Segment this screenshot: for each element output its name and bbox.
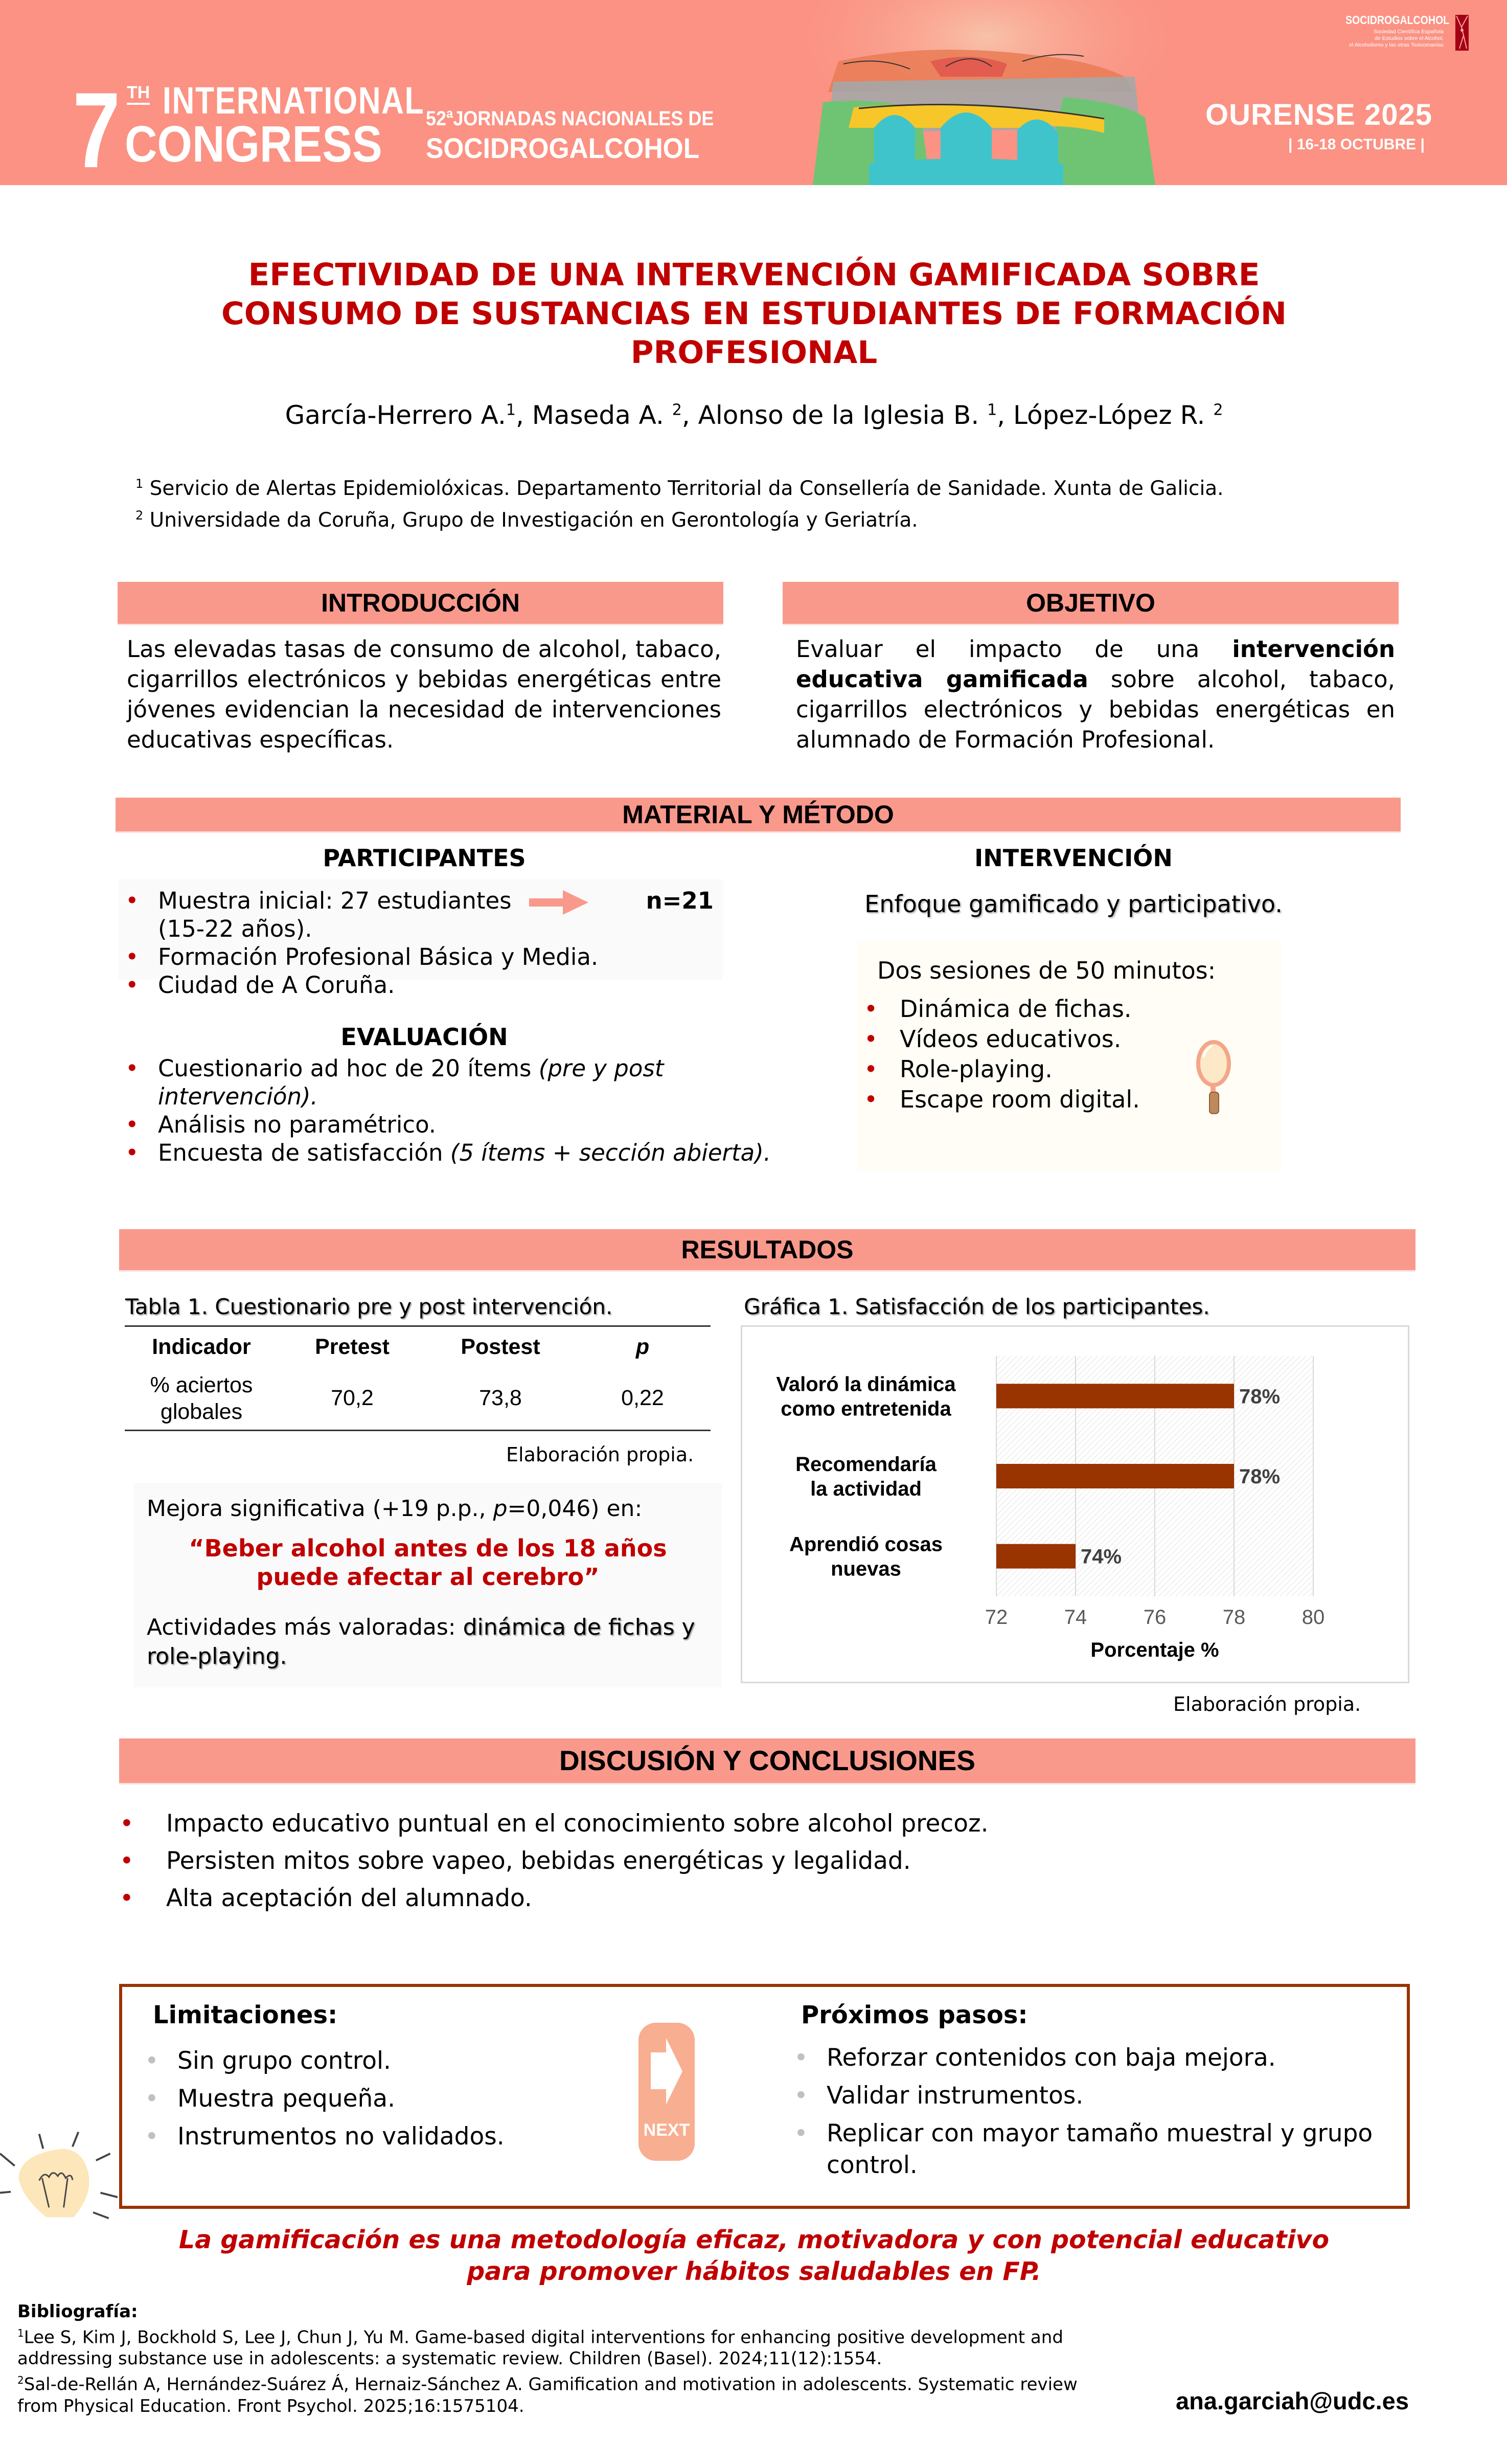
author-list: García-Herrero A.$^1$, Maseda A. $^2$, Alonso de la Iglesia B. $^1$, López-López R. $^2$ [285, 400, 1223, 430]
column-header: Indicador [152, 1334, 251, 1359]
chart-source: Elaboración propia. [1173, 1693, 1361, 1715]
list-item: • Replicar con mayor tamaño muestral y grupo control. [787, 2118, 1390, 2181]
conclusions-list [112, 1805, 1339, 1917]
data-label: 78% [1239, 1465, 1281, 1488]
bar [996, 1544, 1076, 1569]
author: Maseda A. [532, 400, 672, 430]
section-header-objetivo: OBJETIVO [783, 582, 1399, 624]
lightbulb-icon [0, 2122, 118, 2229]
magnifying-glass-icon [1194, 1038, 1233, 1116]
list-item: • Validar instrumentos. [787, 2080, 1390, 2112]
affiliation: $^1$ Servicio de Alertas Epidemiolóxicas. Departamento Territorial da Consellería de Sanidade. Xunta de Galicia. [135, 477, 1224, 500]
list-item: • Alta aceptación del alumnado. [112, 1880, 1339, 1917]
header-banner [0, 0, 1507, 185]
arrow-right-icon [529, 890, 588, 915]
list-item: • Análisis no paramétrico. [118, 1111, 824, 1139]
list-item: • Cuestionario ad hoc de 20 ítems (pre y post intervención). [118, 1054, 824, 1111]
data-label: 74% [1081, 1545, 1122, 1568]
list-item: • Instrumentos no validados. [138, 2118, 587, 2156]
list-item: • Encuesta de satisfacción (5 ítems + sección abierta). [118, 1139, 824, 1167]
intro-text: Las elevadas tasas de consumo de alcohol, tabaco, cigarrillos electrónicos y bebidas energéticas entre jóvenes evidencian la necesidad de intervenciones educativas específicas. [127, 636, 721, 753]
list-item: • Formación Profesional Básica y Media. [118, 943, 723, 971]
evaluacion-heading: EVALUACIÓN [340, 1023, 508, 1051]
author: Alonso de la Iglesia B. [698, 400, 988, 430]
contact-email[interactable]: ana.garciah@udc.es [1176, 2387, 1409, 2414]
satisfaction-bar-chart [741, 1325, 1409, 1683]
improvement-text: Mejora significativa (+19 p.p., p=0,046) en: [147, 1496, 643, 1522]
limitaciones-heading: Limitaciones: [153, 2001, 338, 2029]
table-cell: 73,8 [479, 1386, 522, 1411]
reference: $^2$Sal-de-Rellán A, Hernández-Suárez Á, Hernaiz-Sánchez A. Gamification and motivation in adolescents. Systematic review from Physical Education. Front Psychol. 2025;16:1575104. [17, 2374, 1078, 2416]
limitaciones-list [138, 2042, 587, 2156]
x-axis-label: Porcentaje % [1090, 1639, 1219, 1661]
participantes-box [118, 879, 723, 999]
evaluacion-list [118, 1054, 824, 1167]
jornadas-text: 52ªJORNADAS NACIONALES DE [426, 107, 714, 130]
list-item: • Muestra pequeña. [138, 2080, 587, 2118]
closing-statement: La gamificación es una metodología eficaz, motivadora y con potencial educativo para promover hábitos saludables en FP. [178, 2225, 1330, 2286]
x-tick-label: 78 [1222, 1606, 1246, 1629]
bridge-painting [777, 0, 1196, 185]
column-header: Pretest [315, 1334, 390, 1359]
sessions-box [857, 941, 1281, 1171]
list-item: • Vídeos educativos. [857, 1024, 1281, 1054]
logo-subtitle: Sociedad Científica Española de Estudios sobre el Alcohol, el Alcoholismo y las otras Toxicomanías [1349, 29, 1444, 49]
chart-caption: Gráfica 1. Satisfacción de los participantes. [744, 1294, 1210, 1319]
table-cell: 70,2 [331, 1386, 374, 1411]
x-tick-label: 74 [1064, 1606, 1087, 1629]
category-label: Valoró la dinámica [776, 1373, 956, 1396]
congress-number: 7 [73, 70, 118, 185]
section-header-conclusiones: DISCUSIÓN Y CONCLUSIONES [119, 1738, 1415, 1783]
x-tick-label: 76 [1143, 1606, 1167, 1629]
highlight-box [134, 1483, 722, 1687]
category-label: Recomendaría [795, 1453, 937, 1476]
list-item: • Muestra inicial: 27 estudiantes n=21 (15-22 años). [118, 887, 723, 943]
list-item: • Sin grupo control. [138, 2042, 587, 2080]
reference: $^1$Lee S, Kim J, Bockhold S, Lee J, Chun J, Yu M. Game-based digital interventions for enhancing positive development and addressing substance use in adolescents: a systematic review. Children (Basel). 2024;11(12):1554. [17, 2327, 1063, 2369]
table-row [125, 1367, 711, 1431]
arrow-right-icon [651, 2038, 682, 2105]
participantes-heading: PARTICIPANTES [323, 844, 526, 872]
section-header-introduccion: INTRODUCCIÓN [118, 582, 723, 624]
society-name: SOCIDROGALCOHOL [426, 132, 700, 164]
column-header: Postest [461, 1334, 540, 1359]
logo-name: SOCIDROGALCOHOL [1345, 13, 1450, 27]
section-header-metodo: MATERIAL Y MÉTODO [116, 798, 1401, 831]
logo-figure-icon [1455, 15, 1469, 51]
key-finding-quote: “Beber alcohol antes de los 18 años puede afectar al cerebro” [189, 1534, 667, 1591]
list-item: • Role-playing. [857, 1054, 1281, 1084]
table-cell: % aciertos globales [150, 1372, 253, 1424]
table-caption: Tabla 1. Cuestionario pre y post intervención. [125, 1294, 613, 1319]
data-label: 78% [1239, 1385, 1281, 1408]
bibliography-heading: Bibliografía: [17, 2301, 138, 2322]
intervencion-heading: INTERVENCIÓN [974, 844, 1173, 872]
category-label: Aprendió cosas [789, 1533, 943, 1556]
affiliations [135, 470, 1224, 534]
poster-title: EFECTIVIDAD DE UNA INTERVENCIÓN GAMIFICADA SOBRE CONSUMO DE SUSTANCIAS EN ESTUDIANTES DE FORMACIÓN PROFESIONAL [221, 257, 1287, 371]
bibliography [17, 2301, 1122, 2417]
section-header-resultados: RESULTADOS [119, 1229, 1415, 1270]
bar [996, 1464, 1234, 1488]
list-item: • Reforzar contenidos con baja mejora. [787, 2042, 1390, 2074]
next-label: NEXT [643, 2120, 690, 2140]
list-item: • Escape room digital. [857, 1084, 1281, 1115]
congress-ordinal: TH [127, 84, 150, 105]
results-table [125, 1325, 711, 1431]
list-item: • Ciudad de A Coruña. [118, 971, 723, 999]
table-cell: 0,22 [621, 1386, 664, 1411]
author: López-López R. [1013, 400, 1214, 430]
category-label: la actividad [810, 1478, 922, 1500]
x-tick-label: 80 [1302, 1606, 1325, 1629]
affiliation: $^2$ Universidade da Coruña, Grupo de Investigación en Gerontología y Geriatría. [135, 508, 918, 532]
limits-next-box [119, 1984, 1410, 2209]
congress-line1: INTERNATIONAL [163, 79, 425, 122]
city-year: OURENSE 2025 [1205, 98, 1432, 131]
category-label: nuevas [831, 1557, 901, 1580]
proximos-heading: Próximos pasos: [801, 2001, 1028, 2029]
intervencion-subtitle: Enfoque gamificado y participativo. [864, 890, 1283, 918]
objetivo-text: Evaluar el impacto de una intervención educativa gamificada sobre alcohol, tabaco, cigarrillos electrónicos y bebidas energéticas en alumnado de Formación Profesional. [796, 636, 1395, 753]
proximos-list [787, 2042, 1390, 2181]
bar [996, 1384, 1234, 1408]
x-tick-label: 72 [985, 1606, 1008, 1629]
next-badge [638, 2023, 695, 2161]
column-header: p [635, 1334, 650, 1359]
final-sample-size: n=21 [646, 887, 714, 914]
congress-line2: CONGRESS [125, 116, 382, 173]
author: García-Herrero A. [285, 400, 506, 430]
list-item: • Persisten mitos sobre vapeo, bebidas energéticas y legalidad. [112, 1842, 1339, 1880]
sessions-text: Dos sesiones de 50 minutos: [877, 957, 1216, 984]
list-item: • Impacto educativo puntual en el conocimiento sobre alcohol precoz. [112, 1805, 1339, 1842]
category-label: como entretenida [781, 1397, 951, 1420]
list-item: • Dinámica de fichas. [857, 994, 1281, 1024]
congress-dates: | 16-18 OCTUBRE | [1288, 136, 1425, 153]
activities-text: Actividades más valoradas: dinámica de fichas y role-playing. [147, 1614, 695, 1669]
table-source: Elaboración propia. [506, 1443, 694, 1466]
